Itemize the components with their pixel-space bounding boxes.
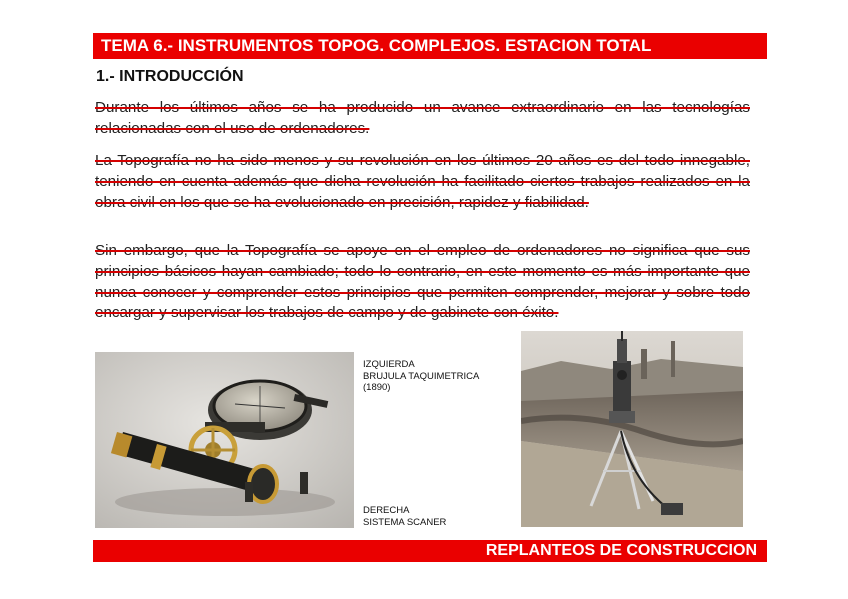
caption-left-line-3: (1890) (363, 382, 391, 393)
paragraph-2: La Topografía no ha sido menos y su revolución en los últimos 20 años es del todo innegable, teniendo en cuenta además que dicha revolución ha facilitado ciertos trabajos realizados en la obra civil en los que se ha evolucionado en precisión, rapidez y fiabilidad. (95, 152, 750, 211)
header-title: TEMA 6.- INSTRUMENTOS TOPOG. COMPLEJOS. ESTACION TOTAL (101, 36, 652, 55)
header-bar (93, 33, 767, 59)
compass-tachymeter-photo (95, 352, 354, 528)
paragraph-3: Sin embargo, que la Topografía se apoye en el empleo de ordenadores no significa que sus principios básicos hayan cambiado; todo lo contrario, en este momento es más importante que nunca conocer y comprender estos principios que permiten comprender, mejorar y sobre todo encargar y supervisar los trabajos de campo y de gabinete con éxito. (95, 242, 750, 322)
section-heading: 1.- INTRODUCCIÓN (96, 68, 244, 85)
caption-right-line-2: SISTEMA SCANER (363, 516, 447, 528)
footer-title: REPLANTEOS DE CONSTRUCCION (485, 542, 757, 559)
paragraph-1: Durante los últimos años se ha producido un avance extraordinario en las tecnologías relacionadas con el uso de ordenadores. (95, 99, 750, 137)
caption-left-line-1: IZQUIERDA (363, 359, 415, 370)
caption-left (363, 359, 479, 394)
caption-left-line-2: BRUJULA TAQUIMETRICA (363, 370, 480, 382)
caption-right-line-1: DERECHA (363, 505, 410, 516)
scanner-system-photo (521, 331, 743, 527)
footer-bar (93, 540, 767, 562)
caption-right (363, 505, 446, 528)
